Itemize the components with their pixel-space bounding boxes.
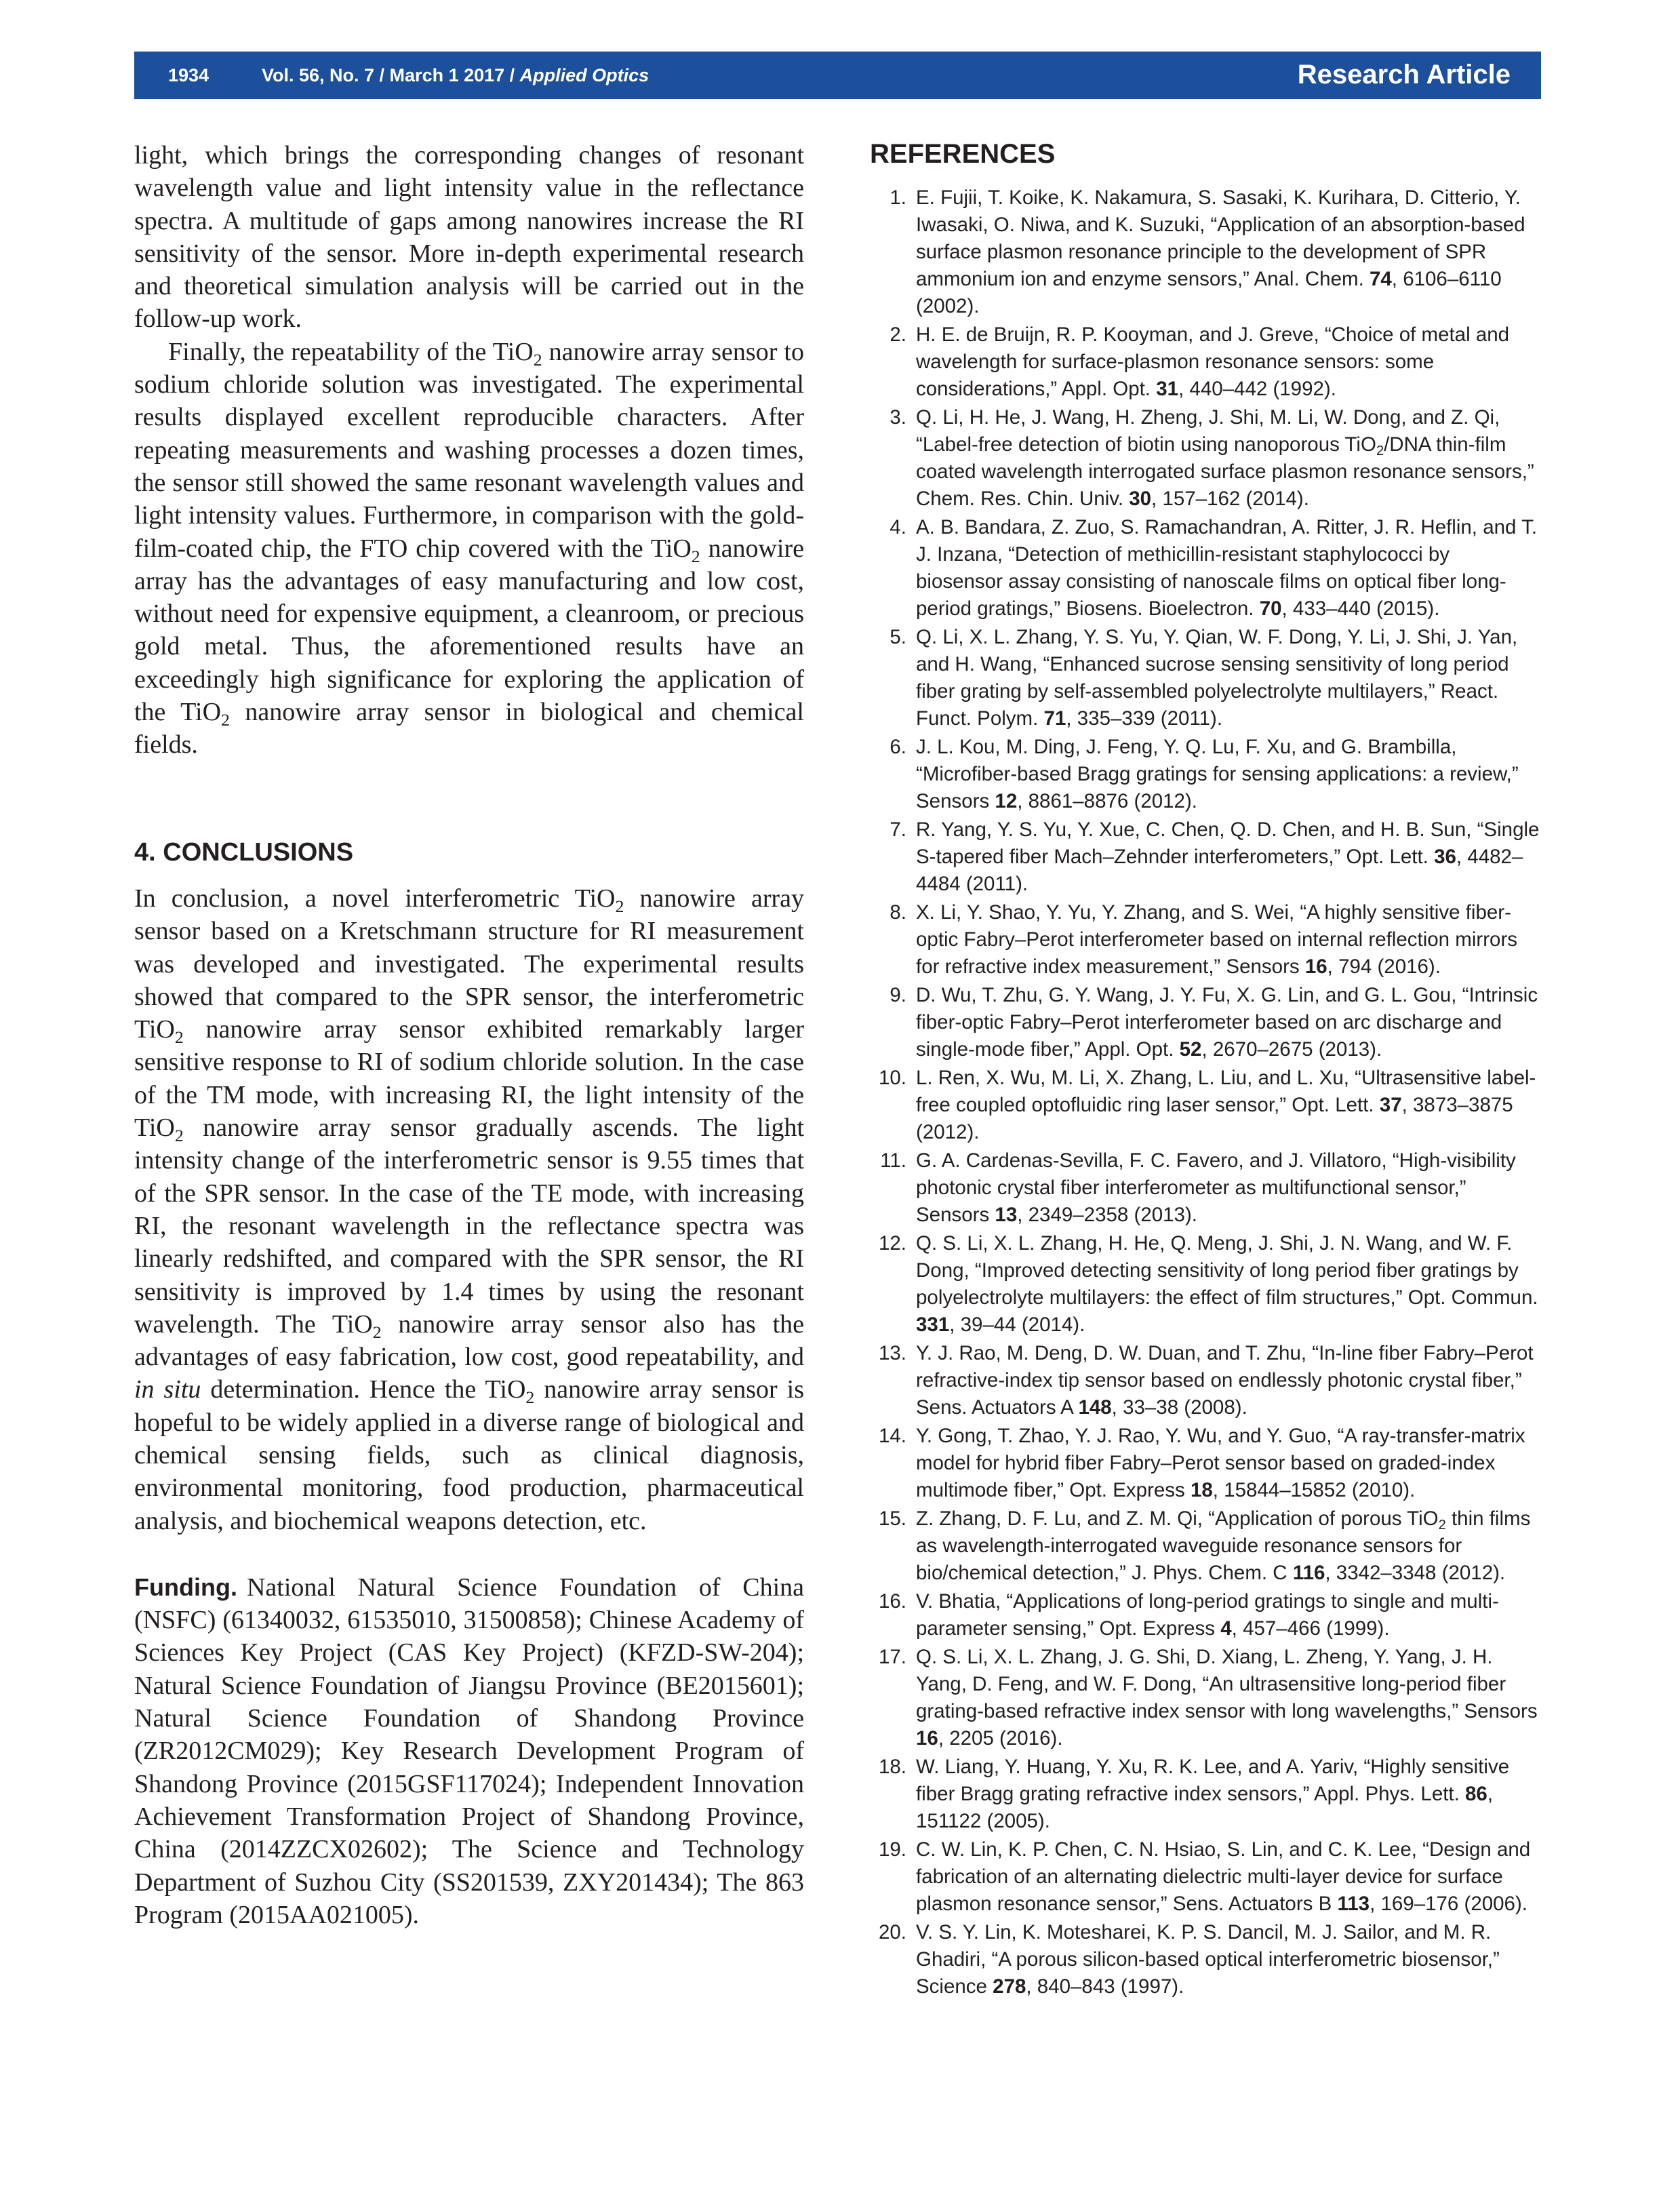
reference-text: V. Bhatia, “Applications of long-period gratings to single and multi-parameter sensing,” Opt. Express 4, 457–466 (1999).	[916, 1590, 1499, 1640]
funding-text: National Natural Science Foundation of China (NSFC) (61340032, 61535010, 31500858); Chinese Academy of Sciences Key Project (CAS Key Project) (KFZD-SW-204); Natural Science Foundation of Jiangsu Province (BE2015601); Natural Science Foundation of Shandong Province (ZR2012CM029); Key Research Development Program of Shandong Province (2015GSF117024); Independent Innovation Achievement Transformation Project of Shandong Province, China (2014ZZCX02602); The Science and Technology Department of Suzhou City (SS201539, ZXY201434); The 863 Program (2015AA021005).	[134, 1573, 804, 1929]
reference-text: E. Fujii, T. Koike, K. Nakamura, S. Sasaki, K. Kurihara, D. Citterio, Y. Iwasaki, O. Niwa, and K. Suzuki, “Application of an absorption-based surface plasmon resonance principle to the development of SPR ammonium ion and enzyme sensors,” Anal. Chem. 74, 6106–6110 (2002).	[916, 186, 1525, 317]
left-column	[134, 139, 804, 1931]
references-heading: REFERENCES	[870, 139, 1056, 169]
reference-text: Z. Zhang, D. F. Lu, and Z. M. Qi, “Application of porous TiO$_2$ thin films as wavelength-interrogated waveguide resonance sensors for bio/chemical detection,” J. Phys. Chem. C 116, 3342–3348 (2012).	[916, 1507, 1531, 1584]
reference-number: 16.	[878, 1590, 906, 1613]
right-column	[870, 139, 1541, 2002]
reference-number: 14.	[878, 1425, 906, 1447]
reference-item	[870, 404, 1541, 513]
reference-text: R. Yang, Y. S. Yu, Y. Xue, C. Chen, Q. D. Chen, and H. B. Sun, “Single S-tapered fiber Mach–Zehnder interferometers,” Opt. Lett. 36, 4482–4484 (2011).	[916, 818, 1540, 895]
reference-item	[870, 1919, 1541, 2000]
journal-header-bar	[134, 52, 1541, 99]
reference-item	[870, 1340, 1541, 1421]
reference-number: 18.	[878, 1756, 906, 1778]
reference-item	[870, 1588, 1541, 1642]
reference-text: V. S. Y. Lin, K. Motesharei, K. P. S. Dancil, M. J. Sailor, and M. R. Ghadiri, “A porous silicon-based optical interferometric biosensor,” Science 278, 840–843 (1997).	[916, 1921, 1500, 1998]
reference-number: 4.	[890, 516, 906, 538]
article-type: Research Article	[1297, 60, 1511, 90]
reference-text: Q. S. Li, X. L. Zhang, H. He, Q. Meng, J. Shi, J. N. Wang, and W. F. Dong, “Improved detecting sensitivity of long period fiber gratings by polyelectrolyte multilayers: the effect of film structures,” Opt. Commun. 331, 39–44 (2014).	[916, 1232, 1538, 1336]
reference-item	[870, 624, 1541, 732]
reference-number: 9.	[890, 984, 906, 1006]
reference-number: 17.	[878, 1646, 906, 1668]
volume-issue: Vol. 56, No. 7 / March 1 2017 /	[262, 65, 520, 85]
reference-text: D. Wu, T. Zhu, G. Y. Wang, J. Y. Fu, X. G. Lin, and G. L. Gou, “Intrinsic fiber-optic Fabry–Perot interferometer based on arc discharge and single-mode fiber,” Appl. Opt. 52, 2670–2675 (2013).	[916, 984, 1538, 1061]
reference-text: W. Liang, Y. Huang, Y. Xu, R. K. Lee, and A. Yariv, “Highly sensitive fiber Bragg grating refractive index sensors,” Appl. Phys. Lett. 86, 151122 (2005).	[916, 1756, 1510, 1832]
reference-item	[870, 1836, 1541, 1918]
reference-number: 2.	[890, 323, 906, 346]
reference-text: A. B. Bandara, Z. Zuo, S. Ramachandran, A. Ritter, J. R. Heflin, and T. J. Inzana, “Detection of methicillin-resistant staphylococci by biosensor assay consisting of nanoscale films on optical fiber long-period gratings,” Biosens. Bioelectron. 70, 433–440 (2015).	[916, 516, 1538, 620]
reference-item	[870, 1423, 1541, 1504]
reference-item	[870, 899, 1541, 981]
reference-item	[870, 514, 1541, 623]
reference-number: 10.	[878, 1067, 906, 1089]
reference-text: C. W. Lin, K. P. Chen, C. N. Hsiao, S. Lin, and C. K. Lee, “Design and fabrication of an alternating dielectric multi-layer device for surface plasmon resonance sensor,” Sens. Actuators B 113, 169–176 (2006).	[916, 1838, 1531, 1915]
reference-item	[870, 1230, 1541, 1339]
reference-item	[870, 1065, 1541, 1146]
journal-name: Applied Optics	[519, 65, 650, 85]
reference-number: 5.	[890, 626, 906, 648]
references-list	[870, 184, 1541, 2000]
reference-text: Q. Li, H. He, J. Wang, H. Zheng, J. Shi, M. Li, W. Dong, and Z. Qi, “Label-free detection of biotin using nanoporous TiO$_2$/DNA thin-film coated wavelength interrogated surface plasmon resonance sensors,” Chem. Res. Chin. Univ. 30, 157–162 (2014).	[916, 406, 1534, 510]
reference-item	[870, 184, 1541, 320]
reference-number: 8.	[890, 901, 906, 924]
reference-number: 20.	[878, 1921, 906, 1943]
reference-item	[870, 1754, 1541, 1835]
reference-item	[870, 734, 1541, 815]
volume-info	[262, 65, 649, 86]
paragraph-continuation: light, which brings the corresponding changes of resonant wavelength value and light intensity value in the reflectance spectra. A multitude of gaps among nanowires increase the RI sensitivity of the sensor. More in-depth experimental research and theoretical simulation analysis will be carried out in the follow-up work.	[134, 141, 804, 334]
reference-item	[870, 1644, 1541, 1752]
reference-item	[870, 321, 1541, 403]
reference-number: 12.	[878, 1232, 906, 1255]
funding-label: Funding.	[134, 1573, 237, 1601]
reference-number: 7.	[890, 818, 906, 841]
reference-text: Y. J. Rao, M. Deng, D. W. Duan, and T. Zhu, “In-line fiber Fabry–Perot refractive-index tip sensor based on endlessly photonic crystal fiber,” Sens. Actuators A 148, 33–38 (2008).	[916, 1342, 1534, 1419]
page-number: 1934	[168, 65, 209, 85]
conclusions-heading: 4. CONCLUSIONS	[134, 837, 354, 867]
reference-number: 1.	[890, 186, 906, 209]
reference-text: Q. Li, X. L. Zhang, Y. S. Yu, Y. Qian, W. F. Dong, Y. Li, J. Shi, J. Yan, and H. Wang, “Enhanced sucrose sensing sensitivity of long period fiber grating by self-assembled polyelectrolyte multilayers,” React. Funct. Polym. 71, 335–339 (2011).	[916, 626, 1518, 730]
reference-number: 6.	[890, 736, 906, 758]
reference-number: 11.	[880, 1149, 906, 1172]
reference-item	[870, 816, 1541, 898]
reference-text: G. A. Cardenas-Sevilla, F. C. Favero, and J. Villatoro, “High-visibility photonic crystal fiber interferometer as multifunctional sensor,” Sensors 13, 2349–2358 (2013).	[916, 1149, 1516, 1226]
reference-text: Y. Gong, T. Zhao, Y. J. Rao, Y. Wu, and Y. Guo, “A ray-transfer-matrix model for hybrid fiber Fabry–Perot sensor based on graded-index multimode fiber,” Opt. Express 18, 15844–15852 (2010).	[916, 1425, 1525, 1501]
reference-text: H. E. de Bruijn, R. P. Kooyman, and J. Greve, “Choice of metal and wavelength for surface-plasmon resonance sensors: some considerations,” Appl. Opt. 31, 440–442 (1992).	[916, 323, 1510, 400]
reference-number: 19.	[878, 1838, 906, 1861]
paragraph-funding	[134, 1571, 804, 1931]
reference-text: J. L. Kou, M. Ding, J. Feng, Y. Q. Lu, F. Xu, and G. Brambilla, “Microfiber-based Bragg gratings for sensing applications: a review,” Sensors 12, 8861–8876 (2012).	[916, 736, 1519, 812]
reference-text: L. Ren, X. Wu, M. Li, X. Zhang, L. Liu, and L. Xu, “Ultrasensitive label-free coupled optofluidic ring laser sensor,” Opt. Lett. 37, 3873–3875 (2012).	[916, 1067, 1536, 1143]
reference-item	[870, 982, 1541, 1063]
reference-text: X. Li, Y. Shao, Y. Yu, Y. Zhang, and S. Wei, “A highly sensitive fiber-optic Fabry–Perot interferometer based on internal reflection mirrors for refractive index measurement,” Sensors 16, 794 (2016).	[916, 901, 1518, 978]
paragraph-conclusions: In conclusion, a novel interferometric TiO$_2$ nanowire array sensor based on a Kretschmann structure for RI measurement was developed and investigated. The experimental results showed that compared to the SPR sensor, the interferometric TiO$_2$ nanowire array sensor exhibited remarkably larger sensitive response to RI of sodium chloride solution. In the case of the TM mode, with increasing RI, the light intensity of the TiO$_2$ nanowire array sensor gradually ascends. The light intensity change of the interferometric sensor is 9.55 times that of the SPR sensor. In the case of the TE mode, with increasing RI, the resonant wavelength in the reflectance spectra was linearly redshifted, and compared with the SPR sensor, the RI sensitivity is improved by 1.4 times by using the resonant wavelength. The TiO$_2$ nanowire array sensor also has the advantages of easy fabrication, low cost, good repeatability, and in situ determination. Hence the TiO$_2$ nanowire array sensor is hopeful to be widely applied in a diverse range of biological and chemical sensing fields, such as clinical diagnosis, environmental monitoring, food production, pharmaceutical analysis, and biochemical weapons detection, etc.	[134, 884, 805, 1535]
reference-text: Q. S. Li, X. L. Zhang, J. G. Shi, D. Xiang, L. Zheng, Y. Yang, J. H. Yang, D. Feng, and W. F. Dong, “An ultrasensitive long-period fiber grating-based refractive index sensor with long wavelengths,” Sensors 16, 2205 (2016).	[916, 1646, 1538, 1750]
reference-number: 3.	[890, 406, 906, 429]
reference-item	[870, 1505, 1541, 1587]
paragraph-repeatability: Finally, the repeatability of the TiO$_2$ nanowire array sensor to sodium chloride solution was investigated. The experimental results displayed excellent reproducible characters. After repeating measurements and washing processes a dozen times, the sensor still showed the same resonant wavelength values and light intensity values. Furthermore, in comparison with the gold-film-coated chip, the FTO chip covered with the TiO$_2$ nanowire array has the advantages of easy manufacturing and low cost, without need for expensive equipment, a cleanroom, or precious gold metal. Thus, the aforementioned results have an exceedingly high significance for exploring the application of the TiO$_2$ nanowire array sensor in biological and chemical fields.	[134, 337, 805, 759]
reference-number: 15.	[878, 1507, 906, 1530]
reference-number: 13.	[878, 1342, 906, 1364]
reference-item	[870, 1147, 1541, 1229]
